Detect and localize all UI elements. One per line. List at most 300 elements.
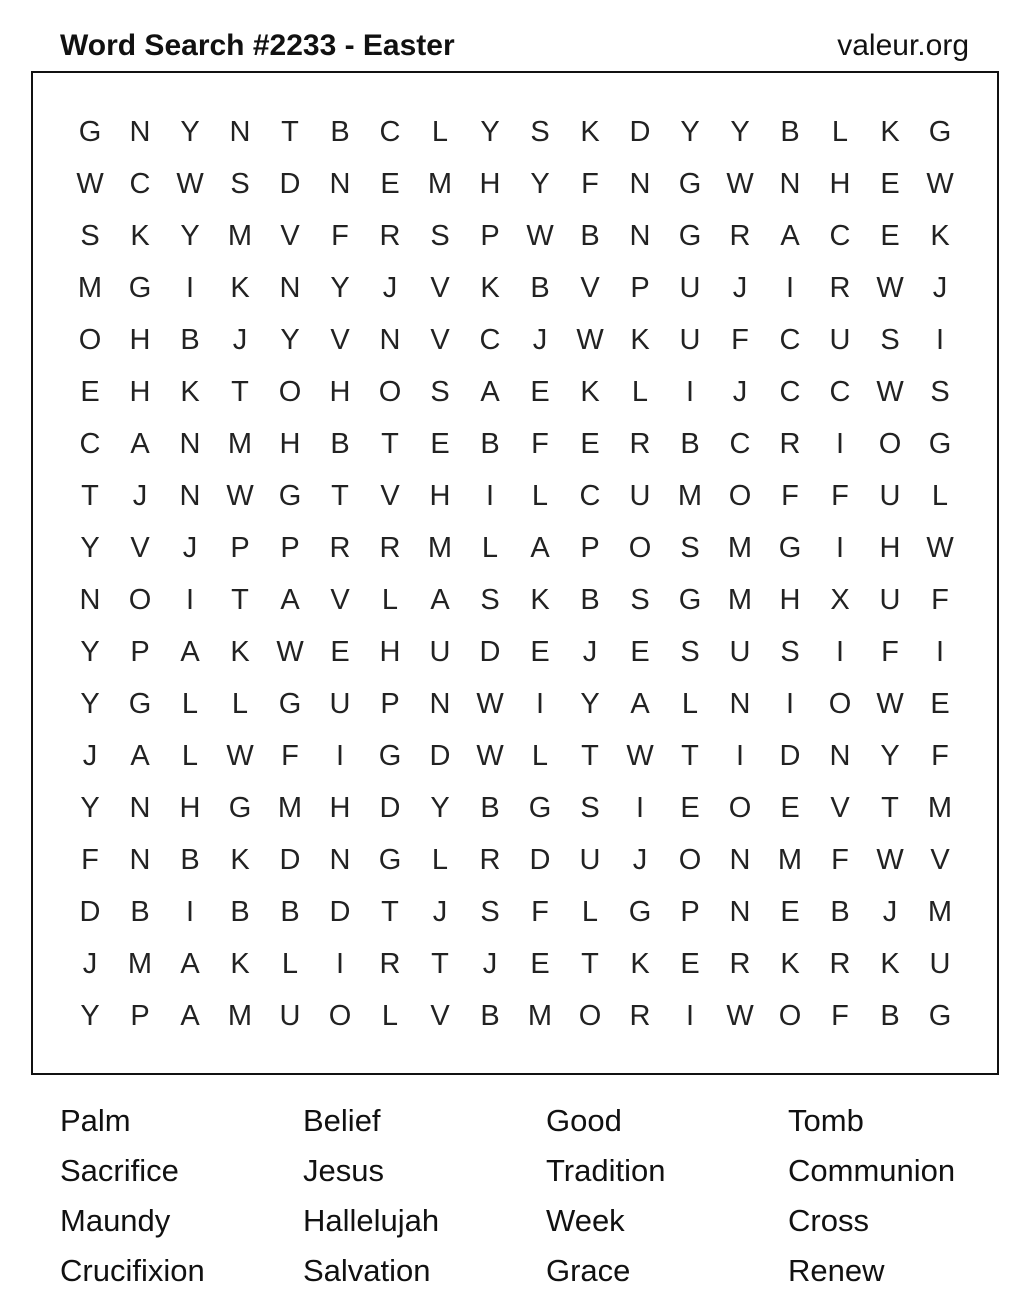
grid-letter[interactable]: R bbox=[729, 948, 751, 980]
grid-letter[interactable]: G bbox=[928, 1000, 952, 1032]
grid-letter[interactable]: V bbox=[430, 272, 450, 304]
grid-letter[interactable]: N bbox=[329, 844, 351, 876]
grid-letter[interactable]: W bbox=[726, 1000, 754, 1032]
grid-letter[interactable]: L bbox=[681, 688, 699, 720]
grid-letter[interactable]: O bbox=[128, 584, 152, 616]
grid-letter[interactable]: I bbox=[835, 428, 845, 460]
grid-letter[interactable]: D bbox=[629, 116, 651, 148]
grid-letter[interactable]: A bbox=[280, 584, 300, 616]
grid-letter[interactable]: J bbox=[932, 272, 948, 304]
grid-letter[interactable]: T bbox=[81, 480, 99, 512]
grid-letter[interactable]: T bbox=[881, 792, 899, 824]
grid-letter[interactable]: K bbox=[230, 844, 250, 876]
grid-letter[interactable]: F bbox=[781, 480, 799, 512]
grid-letter[interactable]: L bbox=[281, 948, 299, 980]
grid-letter[interactable]: G bbox=[378, 844, 402, 876]
grid-letter[interactable]: W bbox=[726, 168, 754, 200]
grid-letter[interactable]: C bbox=[779, 376, 801, 408]
grid-letter[interactable]: E bbox=[780, 896, 800, 928]
grid-letter[interactable]: C bbox=[479, 324, 501, 356]
grid-letter[interactable]: L bbox=[381, 1000, 399, 1032]
grid-letter[interactable]: K bbox=[230, 636, 250, 668]
grid-letter[interactable]: T bbox=[581, 740, 599, 772]
grid-letter[interactable]: U bbox=[429, 636, 451, 668]
grid-letter[interactable]: R bbox=[779, 428, 801, 460]
grid-letter[interactable]: U bbox=[629, 480, 651, 512]
grid-letter[interactable]: S bbox=[480, 896, 500, 928]
grid-letter[interactable]: J bbox=[232, 324, 248, 356]
grid-letter[interactable]: K bbox=[580, 116, 600, 148]
grid-letter[interactable]: W bbox=[876, 376, 904, 408]
grid-letter[interactable]: E bbox=[430, 428, 450, 460]
grid-letter[interactable]: M bbox=[77, 272, 103, 304]
grid-letter[interactable]: T bbox=[331, 480, 349, 512]
grid-letter[interactable]: K bbox=[630, 324, 650, 356]
grid-letter[interactable]: P bbox=[680, 896, 700, 928]
grid-letter[interactable]: D bbox=[279, 844, 301, 876]
grid-letter[interactable]: P bbox=[480, 220, 500, 252]
grid-letter[interactable]: F bbox=[531, 428, 549, 460]
grid-letter[interactable]: P bbox=[130, 1000, 150, 1032]
grid-letter[interactable]: B bbox=[680, 428, 700, 460]
grid-letter[interactable]: H bbox=[279, 428, 301, 460]
grid-letter[interactable]: I bbox=[735, 740, 745, 772]
grid-letter[interactable]: V bbox=[330, 324, 350, 356]
grid-letter[interactable]: N bbox=[379, 324, 401, 356]
grid-letter[interactable]: S bbox=[530, 116, 550, 148]
grid-letter[interactable]: E bbox=[330, 636, 350, 668]
grid-letter[interactable]: F bbox=[931, 584, 949, 616]
grid-letter[interactable]: Y bbox=[280, 324, 300, 356]
grid-letter[interactable]: Y bbox=[580, 688, 600, 720]
grid-letter[interactable]: O bbox=[678, 844, 702, 876]
grid-letter[interactable]: S bbox=[880, 324, 900, 356]
grid-letter[interactable]: M bbox=[727, 532, 753, 564]
grid-letter[interactable]: O bbox=[628, 532, 652, 564]
grid-letter[interactable]: J bbox=[882, 896, 898, 928]
grid-letter[interactable]: K bbox=[180, 376, 200, 408]
grid-letter[interactable]: W bbox=[276, 636, 304, 668]
grid-letter[interactable]: J bbox=[732, 272, 748, 304]
grid-letter[interactable]: C bbox=[829, 220, 851, 252]
grid-letter[interactable]: W bbox=[576, 324, 604, 356]
grid-letter[interactable]: K bbox=[780, 948, 800, 980]
grid-letter[interactable]: L bbox=[531, 480, 549, 512]
grid-letter[interactable]: K bbox=[880, 116, 900, 148]
grid-letter[interactable]: R bbox=[329, 532, 351, 564]
grid-letter[interactable]: O bbox=[278, 376, 302, 408]
grid-letter[interactable]: G bbox=[278, 480, 302, 512]
grid-letter[interactable]: K bbox=[930, 220, 950, 252]
grid-letter[interactable]: N bbox=[779, 168, 801, 200]
grid-letter[interactable]: E bbox=[680, 948, 700, 980]
grid-letter[interactable]: E bbox=[530, 376, 550, 408]
grid-letter[interactable]: M bbox=[927, 792, 953, 824]
grid-letter[interactable]: J bbox=[182, 532, 198, 564]
grid-letter[interactable]: U bbox=[679, 324, 701, 356]
grid-letter[interactable]: E bbox=[530, 948, 550, 980]
grid-letter[interactable]: Y bbox=[480, 116, 500, 148]
grid-letter[interactable]: I bbox=[535, 688, 545, 720]
grid-letter[interactable]: B bbox=[180, 324, 200, 356]
grid-letter[interactable]: P bbox=[380, 688, 400, 720]
grid-letter[interactable]: J bbox=[582, 636, 598, 668]
grid-letter[interactable]: F bbox=[831, 844, 849, 876]
grid-letter[interactable]: W bbox=[476, 688, 504, 720]
grid-letter[interactable]: B bbox=[230, 896, 250, 928]
grid-letter[interactable]: J bbox=[632, 844, 648, 876]
grid-letter[interactable]: F bbox=[931, 740, 949, 772]
grid-letter[interactable]: G bbox=[128, 272, 152, 304]
grid-letter[interactable]: G bbox=[78, 116, 102, 148]
grid-letter[interactable]: S bbox=[430, 376, 450, 408]
grid-letter[interactable]: G bbox=[278, 688, 302, 720]
grid-letter[interactable]: O bbox=[728, 792, 752, 824]
grid-letter[interactable]: R bbox=[629, 428, 651, 460]
grid-letter[interactable]: U bbox=[679, 272, 701, 304]
grid-letter[interactable]: H bbox=[379, 636, 401, 668]
grid-letter[interactable]: S bbox=[680, 532, 700, 564]
grid-letter[interactable]: B bbox=[880, 1000, 900, 1032]
grid-letter[interactable]: I bbox=[685, 376, 695, 408]
grid-letter[interactable]: K bbox=[580, 376, 600, 408]
grid-letter[interactable]: G bbox=[678, 584, 702, 616]
grid-letter[interactable]: M bbox=[927, 896, 953, 928]
grid-letter[interactable]: U bbox=[329, 688, 351, 720]
grid-letter[interactable]: L bbox=[631, 376, 649, 408]
grid-letter[interactable]: J bbox=[732, 376, 748, 408]
grid-letter[interactable]: D bbox=[529, 844, 551, 876]
grid-letter[interactable]: O bbox=[578, 1000, 602, 1032]
grid-letter[interactable]: V bbox=[380, 480, 400, 512]
grid-letter[interactable]: V bbox=[130, 532, 150, 564]
grid-letter[interactable]: B bbox=[130, 896, 150, 928]
grid-letter[interactable]: P bbox=[280, 532, 300, 564]
grid-letter[interactable]: B bbox=[330, 116, 350, 148]
grid-letter[interactable]: A bbox=[130, 740, 150, 772]
grid-letter[interactable]: Y bbox=[330, 272, 350, 304]
grid-letter[interactable]: W bbox=[926, 168, 954, 200]
grid-letter[interactable]: O bbox=[728, 480, 752, 512]
grid-letter[interactable]: H bbox=[329, 792, 351, 824]
grid-letter[interactable]: N bbox=[129, 792, 151, 824]
grid-letter[interactable]: Y bbox=[80, 688, 100, 720]
grid-letter[interactable]: N bbox=[729, 896, 751, 928]
grid-letter[interactable]: U bbox=[579, 844, 601, 876]
grid-letter[interactable]: I bbox=[335, 948, 345, 980]
grid-letter[interactable]: D bbox=[329, 896, 351, 928]
grid-letter[interactable]: J bbox=[432, 896, 448, 928]
grid-letter[interactable]: J bbox=[82, 740, 98, 772]
grid-letter[interactable]: L bbox=[931, 480, 949, 512]
grid-letter[interactable]: U bbox=[729, 636, 751, 668]
grid-letter[interactable]: W bbox=[226, 740, 254, 772]
grid-letter[interactable]: F bbox=[331, 220, 349, 252]
grid-letter[interactable]: B bbox=[480, 428, 500, 460]
grid-letter[interactable]: G bbox=[228, 792, 252, 824]
grid-letter[interactable]: W bbox=[226, 480, 254, 512]
grid-letter[interactable]: K bbox=[530, 584, 550, 616]
grid-letter[interactable]: S bbox=[80, 220, 100, 252]
grid-letter[interactable]: N bbox=[279, 272, 301, 304]
grid-letter[interactable]: X bbox=[830, 584, 850, 616]
grid-letter[interactable]: B bbox=[580, 584, 600, 616]
grid-letter[interactable]: E bbox=[80, 376, 100, 408]
grid-letter[interactable]: V bbox=[580, 272, 600, 304]
grid-letter[interactable]: T bbox=[581, 948, 599, 980]
grid-letter[interactable]: E bbox=[630, 636, 650, 668]
grid-letter[interactable]: S bbox=[430, 220, 450, 252]
grid-letter[interactable]: A bbox=[180, 948, 200, 980]
grid-letter[interactable]: V bbox=[830, 792, 850, 824]
grid-letter[interactable]: N bbox=[229, 116, 251, 148]
grid-letter[interactable]: B bbox=[330, 428, 350, 460]
grid-letter[interactable]: J bbox=[382, 272, 398, 304]
grid-letter[interactable]: A bbox=[430, 584, 450, 616]
grid-letter[interactable]: Y bbox=[80, 636, 100, 668]
grid-letter[interactable]: Y bbox=[80, 792, 100, 824]
grid-letter[interactable]: K bbox=[230, 272, 250, 304]
grid-letter[interactable]: D bbox=[279, 168, 301, 200]
grid-letter[interactable]: F bbox=[81, 844, 99, 876]
grid-letter[interactable]: C bbox=[779, 324, 801, 356]
grid-letter[interactable]: G bbox=[378, 740, 402, 772]
grid-letter[interactable]: B bbox=[280, 896, 300, 928]
grid-letter[interactable]: F bbox=[531, 896, 549, 928]
grid-letter[interactable]: M bbox=[677, 480, 703, 512]
grid-letter[interactable]: B bbox=[580, 220, 600, 252]
grid-letter[interactable]: P bbox=[630, 272, 650, 304]
grid-letter[interactable]: I bbox=[185, 272, 195, 304]
grid-letter[interactable]: D bbox=[79, 896, 101, 928]
grid-letter[interactable]: N bbox=[179, 480, 201, 512]
grid-letter[interactable]: I bbox=[785, 272, 795, 304]
grid-letter[interactable]: E bbox=[680, 792, 700, 824]
grid-letter[interactable]: W bbox=[876, 272, 904, 304]
grid-letter[interactable]: L bbox=[231, 688, 249, 720]
grid-letter[interactable]: N bbox=[729, 844, 751, 876]
grid-letter[interactable]: T bbox=[381, 896, 399, 928]
grid-letter[interactable]: N bbox=[829, 740, 851, 772]
grid-letter[interactable]: E bbox=[530, 636, 550, 668]
grid-letter[interactable]: N bbox=[629, 168, 651, 200]
grid-letter[interactable]: Y bbox=[530, 168, 550, 200]
grid-letter[interactable]: T bbox=[681, 740, 699, 772]
grid-letter[interactable]: E bbox=[780, 792, 800, 824]
grid-letter[interactable]: O bbox=[78, 324, 102, 356]
grid-letter[interactable]: Y bbox=[180, 220, 200, 252]
grid-letter[interactable]: U bbox=[279, 1000, 301, 1032]
grid-letter[interactable]: K bbox=[880, 948, 900, 980]
grid-letter[interactable]: Y bbox=[430, 792, 450, 824]
grid-letter[interactable]: J bbox=[132, 480, 148, 512]
grid-letter[interactable]: C bbox=[829, 376, 851, 408]
grid-letter[interactable]: G bbox=[928, 428, 952, 460]
grid-letter[interactable]: R bbox=[629, 1000, 651, 1032]
grid-letter[interactable]: W bbox=[526, 220, 554, 252]
grid-letter[interactable]: I bbox=[935, 324, 945, 356]
grid-letter[interactable]: W bbox=[76, 168, 104, 200]
grid-letter[interactable]: H bbox=[329, 376, 351, 408]
grid-letter[interactable]: L bbox=[831, 116, 849, 148]
grid-letter[interactable]: C bbox=[379, 116, 401, 148]
grid-letter[interactable]: L bbox=[181, 688, 199, 720]
grid-letter[interactable]: H bbox=[129, 376, 151, 408]
grid-letter[interactable]: M bbox=[527, 1000, 553, 1032]
grid-letter[interactable]: L bbox=[181, 740, 199, 772]
grid-letter[interactable]: H bbox=[829, 168, 851, 200]
grid-letter[interactable]: Y bbox=[730, 116, 750, 148]
grid-letter[interactable]: B bbox=[830, 896, 850, 928]
grid-letter[interactable]: F bbox=[581, 168, 599, 200]
grid-letter[interactable]: H bbox=[129, 324, 151, 356]
grid-letter[interactable]: W bbox=[926, 532, 954, 564]
grid-letter[interactable]: K bbox=[230, 948, 250, 980]
grid-letter[interactable]: A bbox=[630, 688, 650, 720]
grid-letter[interactable]: M bbox=[777, 844, 803, 876]
grid-letter[interactable]: A bbox=[480, 376, 500, 408]
grid-letter[interactable]: I bbox=[185, 584, 195, 616]
grid-letter[interactable]: G bbox=[528, 792, 552, 824]
grid-letter[interactable]: I bbox=[835, 636, 845, 668]
grid-letter[interactable]: S bbox=[780, 636, 800, 668]
grid-letter[interactable]: D bbox=[429, 740, 451, 772]
grid-letter[interactable]: M bbox=[127, 948, 153, 980]
grid-letter[interactable]: G bbox=[778, 532, 802, 564]
grid-letter[interactable]: T bbox=[431, 948, 449, 980]
grid-letter[interactable]: S bbox=[480, 584, 500, 616]
grid-letter[interactable]: W bbox=[626, 740, 654, 772]
grid-letter[interactable]: H bbox=[429, 480, 451, 512]
grid-letter[interactable]: D bbox=[379, 792, 401, 824]
grid-letter[interactable]: B bbox=[780, 116, 800, 148]
grid-letter[interactable]: B bbox=[480, 792, 500, 824]
grid-letter[interactable]: Y bbox=[80, 532, 100, 564]
grid-letter[interactable]: Y bbox=[180, 116, 200, 148]
grid-letter[interactable]: O bbox=[778, 1000, 802, 1032]
grid-letter[interactable]: V bbox=[330, 584, 350, 616]
grid-letter[interactable]: E bbox=[380, 168, 400, 200]
grid-letter[interactable]: F bbox=[881, 636, 899, 668]
grid-letter[interactable]: R bbox=[479, 844, 501, 876]
grid-letter[interactable]: H bbox=[879, 532, 901, 564]
grid-letter[interactable]: P bbox=[580, 532, 600, 564]
grid-letter[interactable]: S bbox=[580, 792, 600, 824]
grid-letter[interactable]: J bbox=[482, 948, 498, 980]
grid-letter[interactable]: V bbox=[930, 844, 950, 876]
grid-letter[interactable]: C bbox=[729, 428, 751, 460]
grid-letter[interactable]: M bbox=[427, 168, 453, 200]
grid-letter[interactable]: A bbox=[180, 636, 200, 668]
grid-letter[interactable]: H bbox=[179, 792, 201, 824]
grid-letter[interactable]: S bbox=[930, 376, 950, 408]
grid-letter[interactable]: E bbox=[880, 220, 900, 252]
grid-letter[interactable]: H bbox=[779, 584, 801, 616]
grid-letter[interactable]: O bbox=[328, 1000, 352, 1032]
grid-letter[interactable]: N bbox=[429, 688, 451, 720]
grid-letter[interactable]: R bbox=[379, 532, 401, 564]
grid-letter[interactable]: B bbox=[180, 844, 200, 876]
grid-letter[interactable]: U bbox=[879, 584, 901, 616]
grid-letter[interactable]: S bbox=[630, 584, 650, 616]
grid-letter[interactable]: I bbox=[485, 480, 495, 512]
grid-letter[interactable]: V bbox=[280, 220, 300, 252]
grid-letter[interactable]: L bbox=[431, 116, 449, 148]
grid-letter[interactable]: D bbox=[479, 636, 501, 668]
grid-letter[interactable]: F bbox=[831, 1000, 849, 1032]
grid-letter[interactable]: L bbox=[431, 844, 449, 876]
grid-letter[interactable]: E bbox=[880, 168, 900, 200]
grid-letter[interactable]: J bbox=[532, 324, 548, 356]
grid-letter[interactable]: T bbox=[381, 428, 399, 460]
grid-letter[interactable]: D bbox=[779, 740, 801, 772]
grid-letter[interactable]: Y bbox=[680, 116, 700, 148]
grid-letter[interactable]: M bbox=[427, 532, 453, 564]
grid-letter[interactable]: I bbox=[785, 688, 795, 720]
grid-letter[interactable]: N bbox=[129, 844, 151, 876]
grid-letter[interactable]: F bbox=[731, 324, 749, 356]
grid-letter[interactable]: O bbox=[878, 428, 902, 460]
grid-letter[interactable]: V bbox=[430, 324, 450, 356]
grid-letter[interactable]: M bbox=[727, 584, 753, 616]
grid-letter[interactable]: R bbox=[379, 220, 401, 252]
grid-letter[interactable]: Y bbox=[880, 740, 900, 772]
grid-letter[interactable]: T bbox=[231, 376, 249, 408]
grid-letter[interactable]: F bbox=[281, 740, 299, 772]
grid-letter[interactable]: R bbox=[829, 948, 851, 980]
grid-letter[interactable]: I bbox=[935, 636, 945, 668]
grid-letter[interactable]: P bbox=[230, 532, 250, 564]
grid-letter[interactable]: V bbox=[430, 1000, 450, 1032]
grid-letter[interactable]: N bbox=[179, 428, 201, 460]
grid-letter[interactable]: N bbox=[79, 584, 101, 616]
grid-letter[interactable]: T bbox=[281, 116, 299, 148]
grid-letter[interactable]: R bbox=[729, 220, 751, 252]
grid-letter[interactable]: I bbox=[835, 532, 845, 564]
grid-letter[interactable]: O bbox=[378, 376, 402, 408]
grid-letter[interactable]: H bbox=[479, 168, 501, 200]
grid-letter[interactable]: A bbox=[530, 532, 550, 564]
grid-letter[interactable]: Y bbox=[80, 1000, 100, 1032]
grid-letter[interactable]: C bbox=[129, 168, 151, 200]
grid-letter[interactable]: K bbox=[480, 272, 500, 304]
grid-letter[interactable]: L bbox=[381, 584, 399, 616]
grid-letter[interactable]: I bbox=[185, 896, 195, 928]
grid-letter[interactable]: E bbox=[930, 688, 950, 720]
grid-letter[interactable]: S bbox=[230, 168, 250, 200]
grid-letter[interactable]: W bbox=[876, 688, 904, 720]
grid-letter[interactable]: L bbox=[531, 740, 549, 772]
grid-letter[interactable]: G bbox=[678, 220, 702, 252]
grid-letter[interactable]: G bbox=[928, 116, 952, 148]
grid-letter[interactable]: N bbox=[329, 168, 351, 200]
grid-letter[interactable]: E bbox=[580, 428, 600, 460]
grid-letter[interactable]: G bbox=[128, 688, 152, 720]
grid-letter[interactable]: A bbox=[130, 428, 150, 460]
grid-letter[interactable]: N bbox=[629, 220, 651, 252]
grid-letter[interactable]: G bbox=[678, 168, 702, 200]
grid-letter[interactable]: J bbox=[82, 948, 98, 980]
grid-letter[interactable]: B bbox=[530, 272, 550, 304]
grid-letter[interactable]: O bbox=[828, 688, 852, 720]
grid-letter[interactable]: A bbox=[780, 220, 800, 252]
grid-letter[interactable]: R bbox=[829, 272, 851, 304]
grid-letter[interactable]: S bbox=[680, 636, 700, 668]
grid-letter[interactable]: K bbox=[630, 948, 650, 980]
grid-letter[interactable]: K bbox=[130, 220, 150, 252]
grid-letter[interactable]: W bbox=[176, 168, 204, 200]
grid-letter[interactable]: M bbox=[277, 792, 303, 824]
